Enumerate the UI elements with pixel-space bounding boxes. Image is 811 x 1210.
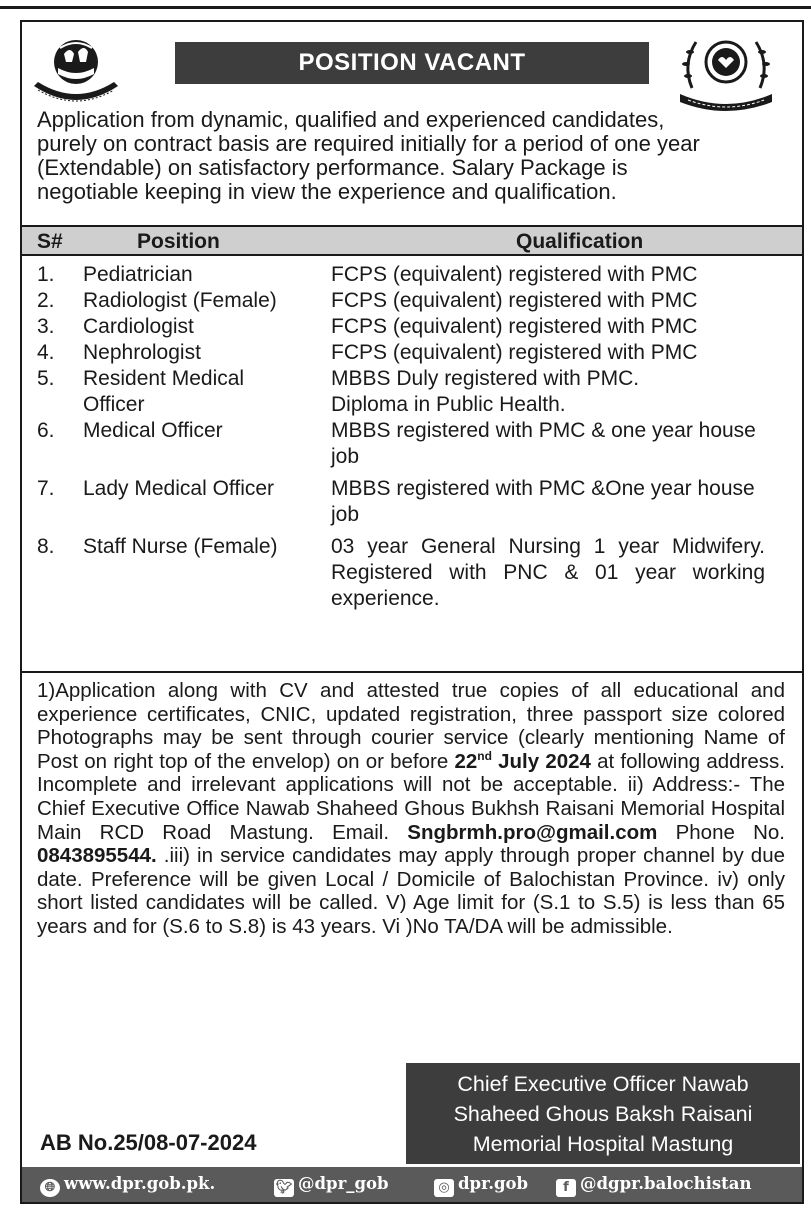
website-link[interactable]: 🌐︎ www.dpr.gob.pk. (40, 1174, 215, 1197)
section-divider (22, 671, 802, 673)
table-row (0, 418, 811, 470)
signatory-line: Shaheed Ghous Baksh Raisani (453, 1102, 753, 1126)
row-position: Cardiologist (83, 315, 194, 338)
intro-paragraph (37, 108, 785, 204)
positions-table (0, 262, 811, 612)
facebook-icon: f (556, 1179, 576, 1197)
row-position: Radiologist (Female) (83, 289, 277, 312)
row-number: 5. (37, 367, 55, 390)
intro-line: (Extendable) on satisfactory performance. Salary Package is (37, 155, 628, 180)
hospital-emblem-logo (672, 28, 780, 112)
row-qualification: 03 year General Nursing 1 year Midwifery. Registered with PNC & 01 year working experience. (331, 535, 765, 610)
row-position: Staff Nurse (Female) (83, 535, 278, 558)
phone-label: Phone No. (675, 820, 785, 844)
contact-phone: 0843895544. (37, 844, 157, 868)
row-position: Lady Medical Officer (83, 477, 275, 500)
row-qualification: FCPS (equivalent) registered with PMC (331, 263, 698, 286)
deadline-date: 22nd July 2024 (454, 748, 591, 773)
table-row (0, 366, 811, 418)
table-row (0, 288, 811, 314)
table-row (0, 262, 811, 288)
row-position: Pediatrician (83, 263, 193, 286)
intro-line: Application from dynamic, qualified and experienced candidates, (37, 107, 665, 132)
row-number: 7. (37, 477, 55, 500)
row-qualification: FCPS (equivalent) registered with PMC (331, 341, 698, 364)
signatory-block (406, 1063, 800, 1164)
signatory-line: Chief Executive Officer Nawab (457, 1072, 749, 1096)
signatory-line: Memorial Hospital Mastung (472, 1132, 734, 1156)
row-position: Medical Officer (83, 419, 223, 442)
facebook-link[interactable]: f @dgpr.balochistan (556, 1174, 751, 1197)
intro-line: negotiable keeping in view the experience and qualification. (37, 179, 617, 204)
instagram-icon: ◎ (434, 1179, 454, 1197)
header-qualification: Qualification (516, 230, 644, 253)
row-number: 2. (37, 289, 55, 312)
row-number: 1. (37, 263, 55, 286)
table-row (0, 534, 811, 612)
row-number: 4. (37, 341, 55, 364)
instructions-text: 1)Application along with CV and attested true copies of all educational and experience certificates, CNIC, updated registration, three passport size colored Photographs may be sent through courier service (clearly mentioning Name of Post on right top of the envelop) on or before (37, 679, 785, 773)
intro-line: purely on contract basis are required initially for a period of one year (37, 131, 700, 156)
instructions-text: at following address. Incomplete and irrelevant applications will not be acceptable. ii) Address:- The Chief Executive Office Nawab Shaheed Ghous Bukhsh Raisani Memorial Hospital Main RCD Road Mastung. Email. (37, 749, 785, 844)
table-row (0, 340, 811, 366)
row-qualification: MBBS registered with PMC & one year house job (331, 419, 756, 468)
contact-email: Sngbrmh.pro@gmail.com (407, 820, 658, 844)
row-number: 3. (37, 315, 55, 338)
row-qualification: FCPS (equivalent) registered with PMC (331, 289, 698, 312)
application-instructions (37, 679, 785, 939)
twitter-link[interactable]: 🐦︎ @dpr_gob (275, 1174, 389, 1195)
top-rule (0, 6, 811, 9)
globe-icon: 🌐︎ (40, 1179, 60, 1197)
row-number: 6. (37, 419, 55, 442)
twitter-icon: 🐦︎ (275, 1180, 293, 1195)
instagram-link[interactable]: ◎ dpr.gob (434, 1174, 528, 1197)
footer-bar (22, 1167, 802, 1202)
row-position: Nephrologist (83, 341, 201, 364)
header-position: Position (137, 230, 220, 253)
instructions-text: .iii) in service candidates may apply through proper channel by due date. Preference will be given Local / Domicile of Balochistan Province. iv) only short listed candidates will be called. V) Age limit for (S.1 to S.5) is less than 65 years and for (S.6 to S.8) is 43 years. Vi )No TA/DA will be admissible. (37, 844, 785, 938)
government-emblem-logo (28, 28, 124, 110)
table-row (0, 476, 811, 528)
row-qualification: MBBS Duly registered with PMC. Diploma in Public Health. (331, 367, 640, 416)
row-position: Resident Medical Officer (83, 367, 245, 416)
page-title: POSITION VACANT (175, 42, 649, 84)
ad-reference-number: AB No.25/08-07-2024 (40, 1130, 257, 1155)
row-qualification: FCPS (equivalent) registered with PMC (331, 315, 698, 338)
table-row (0, 314, 811, 340)
header-sn: S# (37, 230, 63, 253)
positions-table-header (22, 225, 802, 256)
row-qualification: MBBS registered with PMC &One year house job (331, 477, 755, 526)
row-number: 8. (37, 535, 55, 558)
